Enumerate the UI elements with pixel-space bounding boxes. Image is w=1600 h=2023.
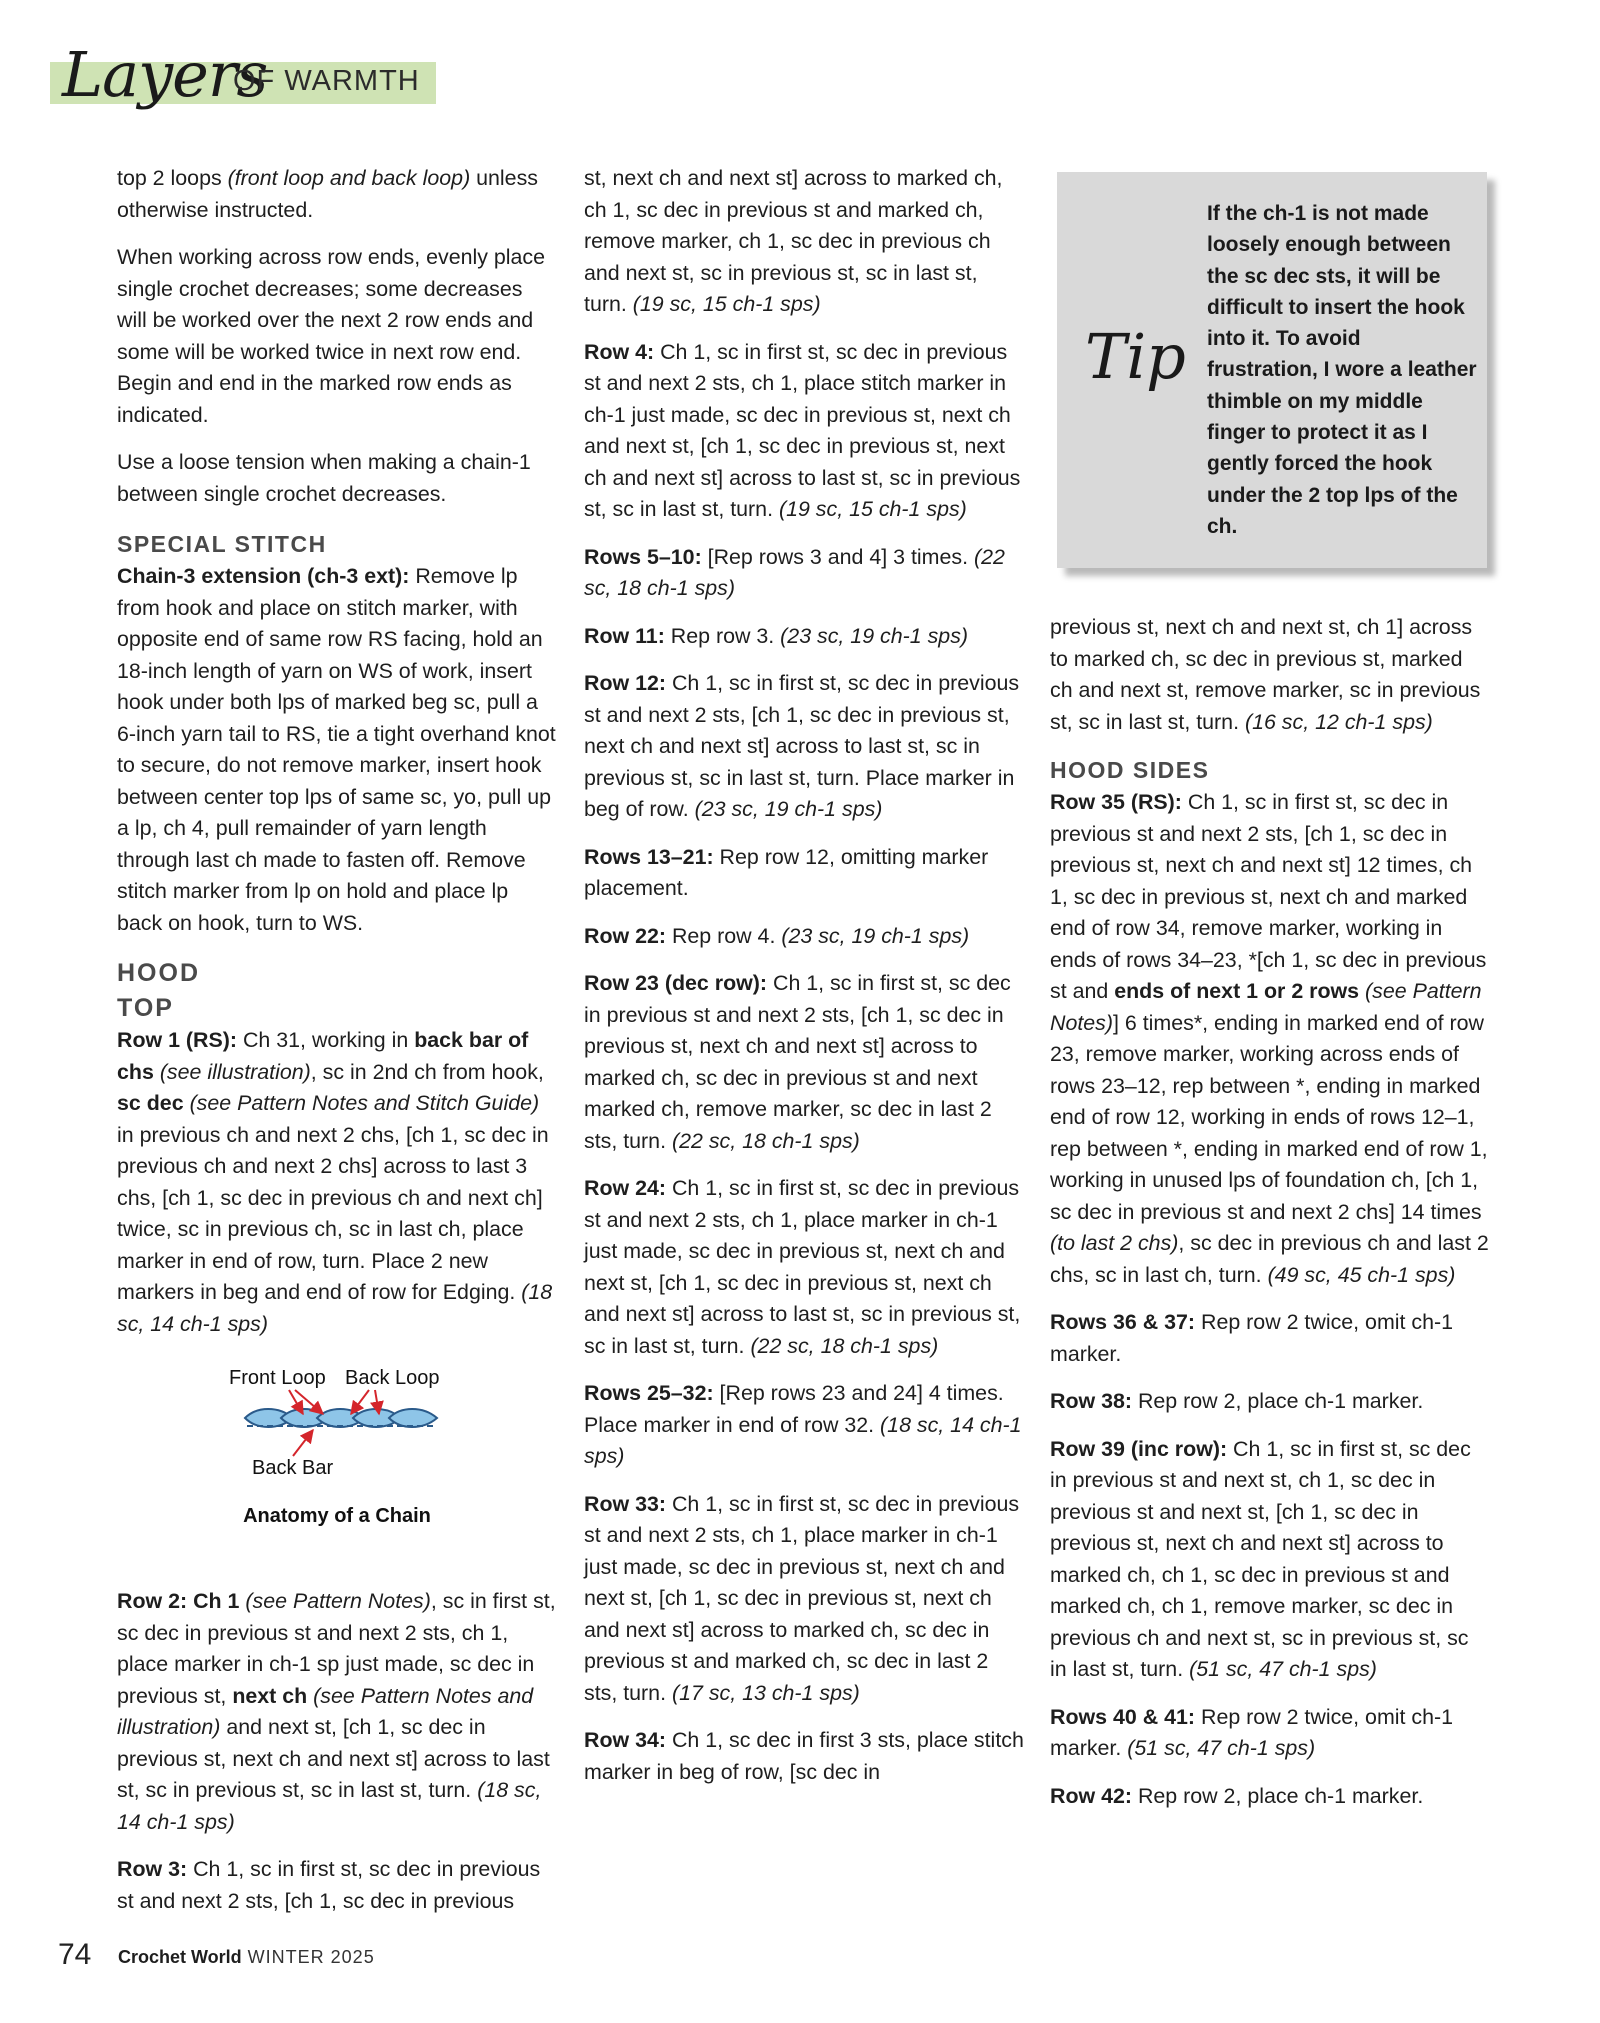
back-bar-label: Back Bar <box>252 1457 334 1479</box>
text-run: Remove lp from hook and place on stitch marker, with opposite end of same row RS facing, hold an 18-inch length of yarn on WS of work, insert hook under both lps of marked beg sc, pull a 6-inch yarn tail to RS, tie a tight overhand knot to secure, do not remove marker, insert hook between center top lps of same sc, yo, pull up a lp, ch 4, pull remainder of yarn length through last ch made to fasten off. Remove stitch marker from lp on hold and place lp back on hook, turn to WS. <box>117 564 556 935</box>
text-run: When working across row ends, evenly place single crochet decreases; some decreases will be worked over the next 2 row ends and some will be worked twice in next row end. Begin and end in the marked row ends as indicated. <box>117 245 546 427</box>
front-loop-label: Front Loop <box>229 1367 326 1389</box>
text-run: Rep row 2 twice, omit ch-1 marker. <box>1050 1310 1454 1366</box>
text-run: Rep row 2, place ch-1 marker. <box>1132 1389 1424 1413</box>
text-run: Ch 1, sc in first st, sc dec in previous st and next 2 sts, [ch 1, sc dec in previous st, next ch and next st] across to marked ch, sc dec in previous st and next marked ch, remove marker, sc dec in last 2 sts, turn. <box>584 971 1011 1153</box>
text-run: Ch 1, sc in first st, sc dec in previous st and next 2 sts, ch 1, place marker in ch-1 just made, sc dec in previous st, next ch and next st, [ch 1, sc dec in previous st, next ch and next st] across to marked ch, sc dec in previous st and marked ch, sc dec in last 2 sts, turn. <box>584 1491 1020 1705</box>
italic-note: (18 sc, 14 ch-1 sps) <box>117 1280 553 1336</box>
column-3 <box>1050 612 1490 1828</box>
page-footer <box>58 1938 375 1974</box>
text-run: unless otherwise instructed. <box>117 166 538 222</box>
italic-note: (19 sc, 15 ch-1 sps) <box>632 292 821 316</box>
text-run: Ch 1, sc in first st, sc dec in previous st and next st, ch 1, sc dec in previous st and next st, [ch 1, sc dec in previous st, next ch and next st] across to marked ch, ch 1, sc dec in previous st and marked ch, ch 1, remove marker, sc dec in previous ch and next st, sc in previous st, sc in last st, turn. <box>1050 1436 1471 1681</box>
row-instruction <box>584 337 1024 526</box>
text-run: Rep row 2, place ch-1 marker. <box>1132 1783 1424 1808</box>
chain-stitches <box>245 1409 437 1427</box>
row-instruction <box>1050 787 1490 1291</box>
row-instruction <box>584 542 1024 605</box>
text-run: in previous ch and next 2 chs, [ch 1, sc dec in previous ch and next 2 chs] across to last 3 chs, [ch 1, sc dec in previous ch and next ch] twice, sc in previous ch, sc in last ch, place marker in end of row, turn. Place 2 new markers in beg and end of row for Edging. <box>117 1122 549 1304</box>
bold-term: Row 33: <box>584 1491 667 1516</box>
header-caps-text: OF WARMTH <box>233 65 420 97</box>
italic-note: (18 sc, 14 ch-1 sps) <box>117 1778 542 1834</box>
bold-term: Ch 1 <box>193 1589 240 1613</box>
italic-note: (23 sc, 19 ch-1 sps) <box>780 623 969 648</box>
pattern-note <box>117 242 557 431</box>
row-instruction <box>1050 1702 1490 1765</box>
text-run: , sc in 2nd ch from hook, <box>310 1059 544 1084</box>
text-run: , sc dec in previous ch and last 2 chs, sc in last ch, turn. <box>1050 1231 1489 1287</box>
bold-term: Row 23 (dec row): <box>584 971 768 995</box>
italic-note: (23 sc, 19 ch-1 sps) <box>781 923 970 948</box>
hood-heading: HOOD <box>117 959 200 987</box>
column-1 <box>117 163 557 1933</box>
bold-term: Row 34: <box>584 1728 667 1752</box>
diagram-caption: Anatomy of a Chain <box>243 1505 431 1527</box>
bold-term: Rows 25–32: <box>584 1381 714 1405</box>
text-run: , sc in first st, sc dec in previous st and next 2 sts, ch 1, place marker in ch-1 sp just made, sc dec in previous st, <box>117 1589 556 1708</box>
chain-anatomy-diagram <box>117 1356 557 1576</box>
row-instruction <box>117 1025 557 1340</box>
italic-note: (22 sc, 18 ch-1 sps) <box>671 1128 860 1153</box>
chain-illustration <box>117 1356 557 1576</box>
text-run: Rep row 3. <box>664 623 781 648</box>
text-run: Ch 1, sc in first st, sc dec in previous st and next 2 sts, [ch 1, sc dec in previous st, next ch and next st] across to last st, sc in previous st, sc in last st, turn. Place marker in beg of row. <box>584 671 1020 821</box>
bold-term: Rows 5–10: <box>584 544 702 569</box>
text-run: Rep row 12, omitting marker placement. <box>584 844 989 900</box>
italic-note: (see Pattern Notes and Stitch Guide) <box>189 1091 540 1115</box>
row-instruction <box>584 668 1024 826</box>
italic-note: (front loop and back loop) <box>227 166 471 190</box>
bold-term: Row 39 (inc row): <box>1050 1436 1228 1461</box>
special-stitch-text <box>117 561 557 939</box>
row-instruction <box>584 1173 1024 1362</box>
text-run: Ch 1, sc in first st, sc dec in previous st and next 2 sts, [ch 1, sc dec in previous st, next ch and next st] 12 times, ch 1, sc dec in previous st, next ch and marked end of row 34, remove marker, working in ends of rows 34–23, *[ch 1, sc dec in previous st and <box>1050 790 1487 1003</box>
row-instruction <box>584 1378 1024 1473</box>
row-instruction <box>117 1854 557 1917</box>
column-2 <box>584 163 1024 1804</box>
bold-term: sc dec <box>117 1091 184 1115</box>
row-instruction <box>584 1489 1024 1710</box>
row-instruction <box>1050 1434 1490 1686</box>
tip-text: If the ch-1 is not made loosely enough between the sc dec sts, it will be difficult to insert the hook into it. To avoid frustration, I wore a leather thimble on my middle finger to protect it as I gently forced the hook under the 2 top lps of the ch. <box>1207 202 1477 538</box>
bold-term: Row 11: <box>584 623 665 648</box>
italic-note: (23 sc, 19 ch-1 sps) <box>694 797 883 821</box>
text-run: Use a loose tension when making a chain-1 between single crochet decreases. <box>117 450 531 506</box>
text-run: Ch 1, sc in first st, sc dec in previous st and next 2 sts, [ch 1, sc dec in previous <box>117 1857 541 1913</box>
bold-term: Row 35 (RS): <box>1050 790 1182 814</box>
bold-term: Row 3: <box>117 1857 188 1881</box>
bold-term: ends of next 1 or 2 rows <box>1114 979 1360 1003</box>
row-instruction <box>1050 1307 1490 1370</box>
row-instruction <box>584 921 1024 953</box>
top-heading: TOP <box>117 994 174 1022</box>
italic-note: (see Pattern Notes and illustration) <box>117 1683 534 1739</box>
back-loop-label: Back Loop <box>345 1367 440 1389</box>
bold-term: Rows 36 & 37: <box>1050 1310 1196 1334</box>
bold-term: Rows 13–21: <box>584 844 714 869</box>
bold-term: Row 4: <box>584 339 655 364</box>
bold-term: Row 42: <box>1050 1783 1133 1808</box>
bold-term: back bar of chs <box>117 1028 529 1084</box>
bold-term: Rows 40 & 41: <box>1050 1704 1196 1729</box>
text-run: and next st, [ch 1, sc dec in previous st, next ch and next st] across to last st, sc in previous st, sc in last st, turn. <box>117 1715 550 1802</box>
page-number: 74 <box>58 1938 92 1971</box>
tip-label: Tip <box>1085 320 1186 393</box>
text-run: top 2 loops <box>117 166 228 190</box>
italic-note: (16 sc, 12 ch-1 sps) <box>1244 709 1433 734</box>
header-script-word: Layers <box>62 38 268 111</box>
italic-note: (49 sc, 45 ch-1 sps) <box>1267 1262 1456 1287</box>
row-instruction <box>584 968 1024 1157</box>
bold-term: Row 2: <box>117 1589 188 1613</box>
text-run: st, next ch and next st] across to marked ch, ch 1, sc dec in previous st and marked ch, remove marker, ch 1, sc dec in previous ch and next st, sc in previous st, sc in last st, turn. <box>584 166 1003 316</box>
text-run: Ch 1, sc in first st, sc dec in previous st and next 2 sts, ch 1, place stitch marker in ch-1 just made, sc dec in previous st, next ch and next st, [ch 1, sc dec in previous st, next ch and next st] across to last st, sc in previous st, sc in last st, turn. <box>584 339 1021 521</box>
row-instruction <box>584 621 1024 653</box>
pattern-note <box>117 447 557 510</box>
italic-note: (22 sc, 18 ch-1 sps) <box>750 1333 939 1358</box>
pattern-note <box>117 163 557 226</box>
row-instruction <box>1050 612 1490 738</box>
magazine-name: Crochet World <box>118 1947 242 1967</box>
italic-note: (see illustration) <box>159 1059 311 1084</box>
italic-note: (18 sc, 14 ch-1 sps) <box>584 1412 1022 1468</box>
row-instruction <box>117 1586 557 1838</box>
italic-note: (51 sc, 47 ch-1 sps) <box>1189 1657 1377 1681</box>
text-run: Rep row 2 twice, omit ch-1 marker. <box>1050 1704 1454 1760</box>
bold-term: Row 38: <box>1050 1389 1133 1413</box>
special-stitch-heading: SPECIAL STITCH <box>117 531 327 557</box>
italic-note: (51 sc, 47 ch-1 sps) <box>1127 1736 1316 1760</box>
row-instruction <box>584 163 1024 321</box>
row-instruction <box>584 1725 1024 1788</box>
bold-term: Row 24: <box>584 1176 667 1200</box>
magazine-credit <box>118 1947 375 1968</box>
text-run: Ch 1, sc dec in first 3 sts, place stitch marker in beg of row, [sc dec in <box>584 1728 1024 1784</box>
section-header <box>50 38 436 111</box>
row-instruction <box>584 842 1024 905</box>
issue-label: WINTER 2025 <box>247 1947 375 1967</box>
hood-sides-heading: HOOD SIDES <box>1050 757 1210 783</box>
italic-note: (to last 2 chs) <box>1050 1231 1179 1255</box>
text-run: ] 6 times*, ending in marked end of row 23, remove marker, working across ends of rows 23–12, rep between *, ending in marked end of row 12, working in ends of rows 12–1, rep between *, ending in marked end of row 1, working in unused lps of foundation ch, [ch 1, sc dec in previous st and next 2 chs] 14 times <box>1050 1010 1488 1224</box>
bold-term: Row 22: <box>584 923 667 948</box>
italic-note: (22 sc, 18 ch-1 sps) <box>584 544 1005 600</box>
text-run: Ch 31, working in <box>237 1028 415 1052</box>
row-instruction <box>1050 1781 1490 1813</box>
italic-note: (17 sc, 13 ch-1 sps) <box>671 1680 860 1705</box>
bold-term: next ch <box>232 1683 308 1708</box>
text-run: [Rep rows 23 and 24] 4 times. Place marker in end of row 32. <box>584 1381 1004 1437</box>
text-run: Ch 1, sc in first st, sc dec in previous st and next 2 sts, ch 1, place marker in ch-1 just made, sc dec in previous st, next ch and next st, [ch 1, sc dec in previous st, next ch and next st] across to last st, sc in previous st, sc in last st, turn. <box>584 1176 1021 1358</box>
italic-note: (see Pattern Notes) <box>1050 979 1482 1035</box>
tip-box <box>1057 172 1487 568</box>
bold-term: Row 12: <box>584 671 667 695</box>
text-run: Rep row 4. <box>666 923 782 948</box>
italic-note: (19 sc, 15 ch-1 sps) <box>778 497 967 521</box>
text-run: [Rep rows 3 and 4] 3 times. <box>701 544 974 569</box>
row-instruction <box>1050 1386 1490 1418</box>
bold-term: Row 1 (RS): <box>117 1028 238 1052</box>
text-run: previous st, next ch and next st, ch 1] across to marked ch, sc dec in previous st, marked ch and next st, remove marker, sc in previous st, sc in last st, turn. <box>1050 615 1481 734</box>
bold-term: Chain-3 extension (ch-3 ext): <box>117 564 410 588</box>
italic-note: (see Pattern Notes) <box>245 1589 431 1613</box>
